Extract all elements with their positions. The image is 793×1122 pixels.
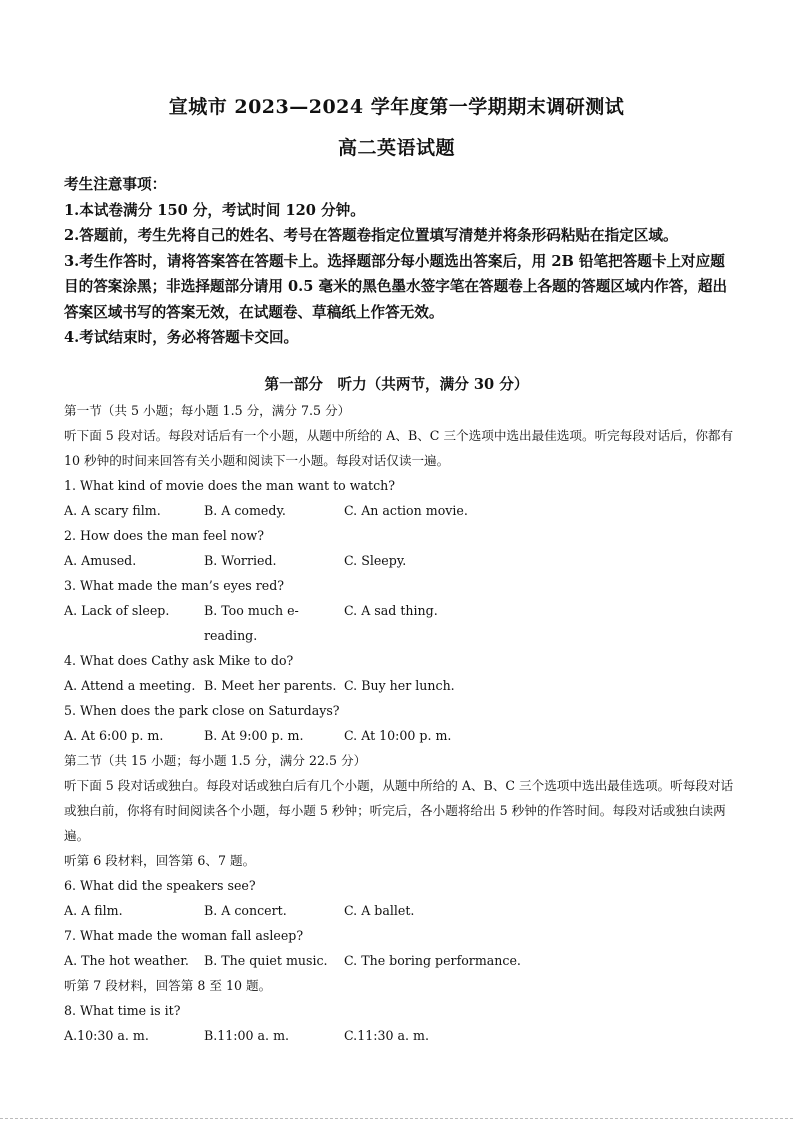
material-note: 听第 6 段材料，回答第 6、7 题。 [64,853,256,868]
notice-block [64,172,734,351]
options-row [64,673,734,698]
option-a: A.10:30 a. m. [64,1028,149,1043]
option-c: C. At 10:00 p. m. [344,728,452,743]
option-c: C. A ballet. [344,903,415,918]
option-c: C.11:30 a. m. [344,1028,429,1043]
option-b: B. Worried. [204,553,277,568]
section2-heading: 第二节（共 15 小题；每小题 1.5 分，满分 22.5 分） [64,753,367,768]
options-row [64,548,734,573]
question: 3. What made the man’s eyes red? [64,578,285,593]
notice-item: 3.考生作答时，请将答案答在答题卡上。选择题部分每小题选出答案后，用 2B 铅笔把答题卡上对应题目的答案涂黑；非选择题部分请用 0.5 毫米的黑色墨水签字笔在答题卷上各题的答题区域内作答，超出答案区域书写的答案无效，在试题卷、草稿纸上作答无效。 [64,252,728,321]
material-note: 听第 7 段材料，回答第 8 至 10 题。 [64,978,272,993]
option-c: C. Sleepy. [344,553,407,568]
exam-subtitle: 高二英语试题 [337,137,455,159]
question: 8. What time is it? [64,1003,181,1018]
question: 2. How does the man feel now? [64,528,264,543]
option-a: A. Attend a meeting. [64,678,196,693]
option-b: B.11:00 a. m. [204,1028,290,1043]
notice-item: 1.本试卷满分 150 分，考试时间 120 分钟。 [64,201,365,219]
option-a: A. Lack of sleep. [64,603,170,618]
option-b: B. A concert. [204,903,287,918]
options-row [64,898,734,923]
option-a: A. Amused. [64,553,137,568]
question: 6. What did the speakers see? [64,878,256,893]
question: 4. What does Cathy ask Mike to do? [64,653,294,668]
options-row [64,948,734,973]
page-bottom-divider [0,1118,793,1120]
listening-section [64,398,734,1048]
option-b: B. At 9:00 p. m. [204,728,304,743]
option-c: C. An action movie. [344,503,468,518]
notice-item: 4.考试结束时，务必将答题卡交回。 [64,329,299,346]
option-b: B. A comedy. [204,503,286,518]
options-row [64,1023,734,1048]
option-b: B. Meet her parents. [204,678,337,693]
notice-heading: 考生注意事项： [64,176,167,193]
option-a: A. The hot weather. [64,953,189,968]
section1-heading: 第一节（共 5 小题；每小题 1.5 分，满分 7.5 分） [64,403,351,418]
option-a: A. At 6:00 p. m. [64,728,164,743]
part1-heading: 第一部分 听力（共两节，满分 30 分） [264,376,529,393]
option-c: C. The boring performance. [344,953,521,968]
options-row [64,498,734,523]
section2-instructions: 听下面 5 段对话或独白。每段对话或独白后有几个小题，从题中所给的 A、B、C 三个选项中选出最佳选项。听每段对话或独白前，你将有时间阅读各个小题，每小题 5 秒钟；听完后，各小题将给出 5 秒钟的作答时间。每段对话或独白读两遍。 [64,778,734,843]
option-a: A. A scary film. [64,503,161,518]
section1-instructions: 听下面 5 段对话。每段对话后有一个小题，从题中所给的 A、B、C 三个选项中选出最佳选项。听完每段对话后，你都有 10 秒钟的时间来回答有关小题和阅读下一小题。每段对话仅读一遍。 [64,428,734,468]
option-c: C. A sad thing. [344,603,438,618]
option-b: B. The quiet music. [204,953,328,968]
options-row [64,723,734,748]
question: 7. What made the woman fall asleep? [64,928,304,943]
option-a: A. A film. [64,903,123,918]
notice-item: 2.答题前，考生先将自己的姓名、考号在答题卷指定位置填写清楚并将条形码粘贴在指定区域。 [64,227,678,244]
exam-title: 宣城市 2023—2024 学年度第一学期期末调研测试 [168,96,625,118]
question: 1. What kind of movie does the man want to watch? [64,478,395,493]
option-b: B. Too much e-reading. [204,603,299,643]
options-row [64,598,734,648]
option-c: C. Buy her lunch. [344,678,455,693]
question: 5. When does the park close on Saturdays? [64,703,340,718]
